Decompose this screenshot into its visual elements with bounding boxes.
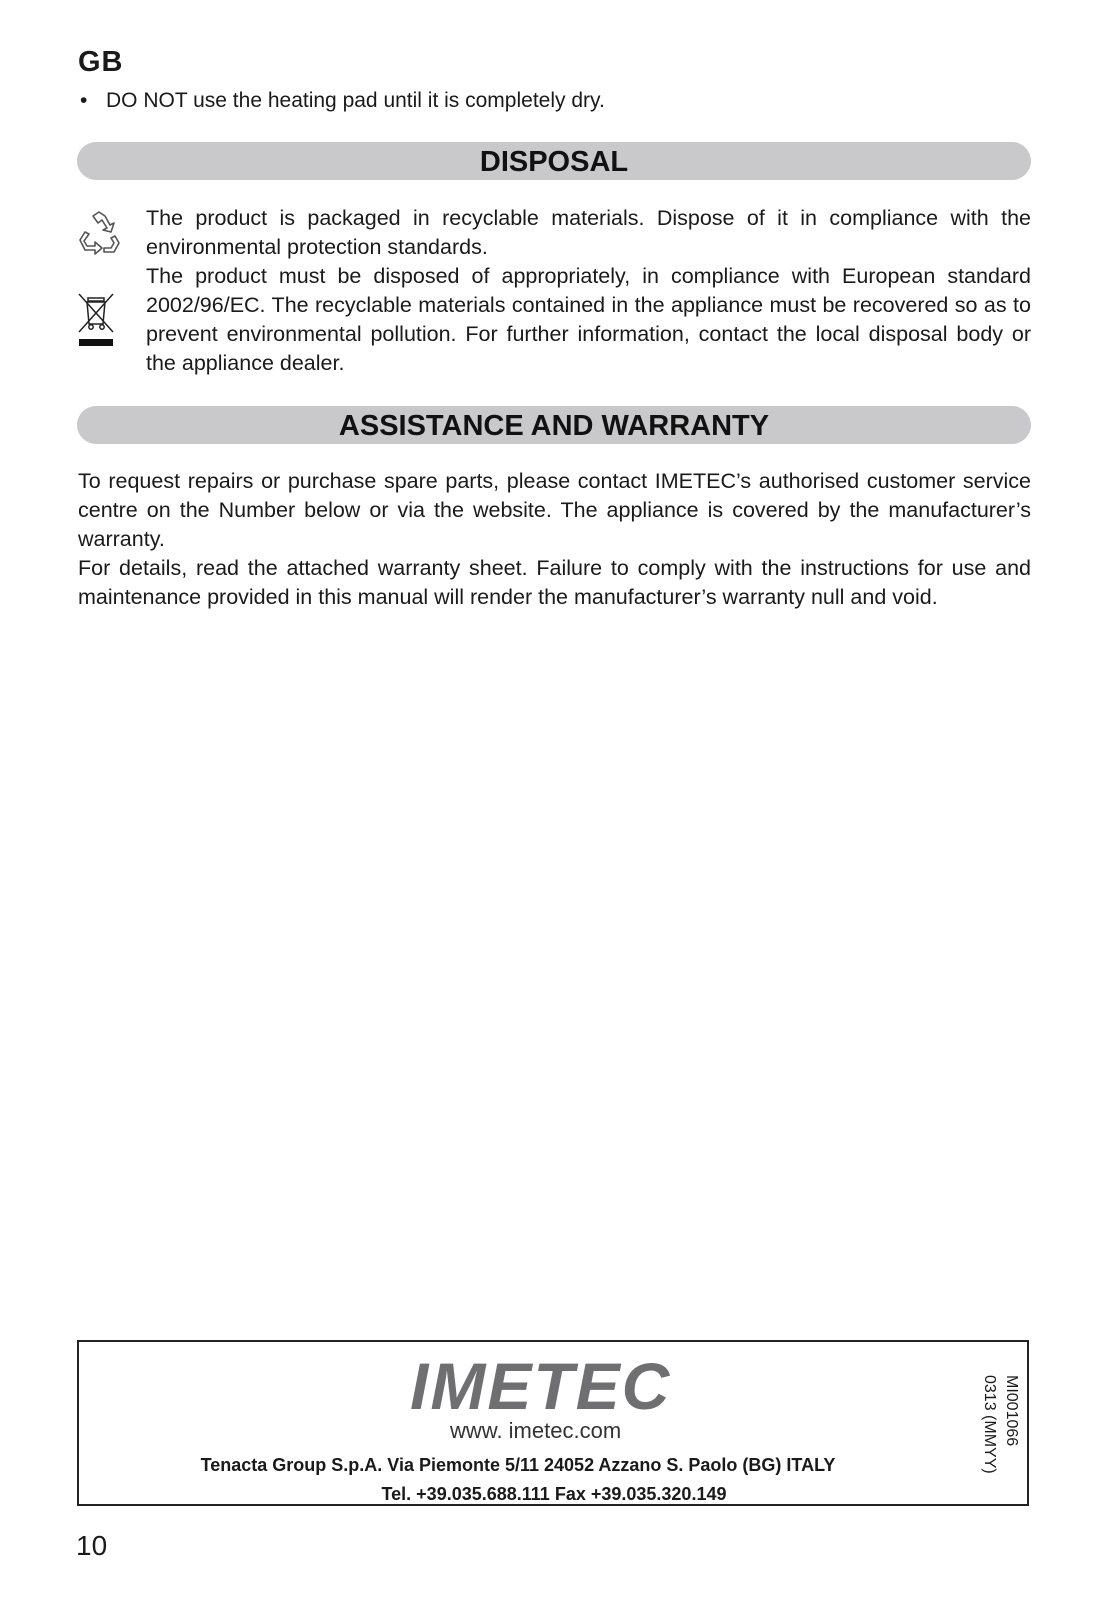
language-code: GB [78,46,124,78]
page-number: 10 [76,1530,108,1561]
document-code-date: 0313 (MMYY) [981,1375,998,1474]
document-code [970,1375,1026,1495]
imetec-logo: IMETEC [410,1349,672,1423]
intro-bullet-item [80,88,605,114]
disposal-paragraph-1: The product is packaged in recyclable materials. Dispose of it in compliance with the environmental protection standards. [146,206,1031,259]
assistance-warranty-heading: ASSISTANCE AND WARRANTY [77,406,1031,444]
disposal-heading: DISPOSAL [77,142,1031,180]
recycle-icon [76,210,122,258]
assistance-paragraph-2: For details, read the attached warranty sheet. Failure to comply with the instructions for use and maintenance provided in this manual will render the manufacturer’s warranty null and void. [78,556,1031,609]
company-address: Tenacta Group S.p.A. Via Piemonte 5/11 24052 Azzano S. Paolo (BG) ITALY [200,1455,836,1475]
contact-numbers: Tel. +39.035.688.111 Fax +39.035.320.149 [381,1484,727,1504]
website-link[interactable]: www. imetec.com [450,1418,622,1443]
disposal-text [146,204,1031,378]
assistance-paragraph-1: To request repairs or purchase spare parts, please contact IMETEC’s authorised customer service centre on the Number below or via the website. The appliance is covered by the manufacturer’s warranty. [78,469,1031,551]
assistance-text [78,467,1031,612]
intro-bullet-text: DO NOT use the heating pad until it is completely dry. [106,89,605,112]
crossed-out-wheelie-bin-icon [76,290,116,348]
disposal-paragraph-2: The product must be disposed of appropriately, in compliance with European standard 2002/96/EC. The recyclable materials contained in the appliance must be recovered so as to prevent environmental pollution. For further information, contact the local disposal body or the appliance dealer. [146,264,1031,375]
bullet-marker: • [80,89,88,112]
document-code-number: MI001066 [1003,1375,1020,1447]
